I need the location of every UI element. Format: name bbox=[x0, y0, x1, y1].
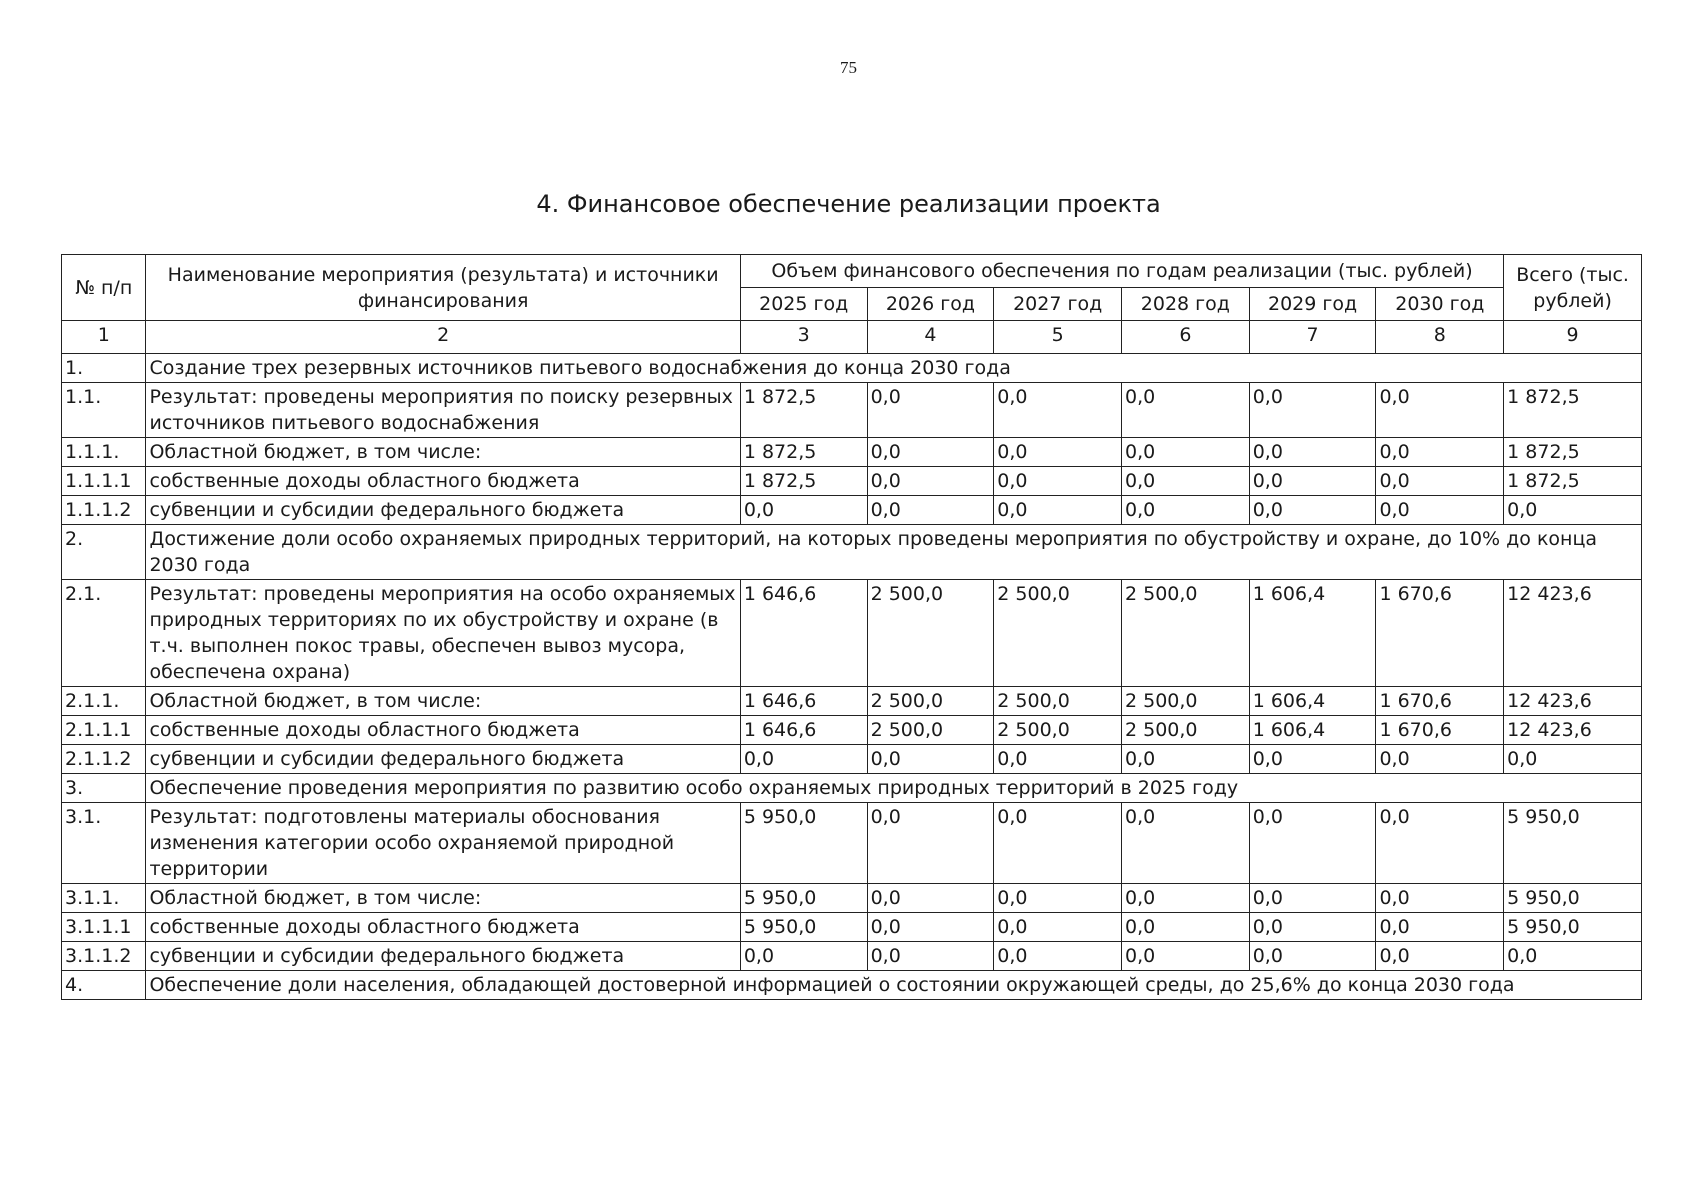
section-name: Обеспечение проведения мероприятия по развитию особо охраняемых природных территорий в 2025 году bbox=[146, 774, 1642, 803]
row-year-value: 0,0 bbox=[1122, 496, 1250, 525]
row-number: 1.1. bbox=[62, 383, 146, 438]
row-year-value: 0,0 bbox=[1249, 884, 1376, 913]
row-year-value: 1 670,6 bbox=[1376, 716, 1504, 745]
row-year-value: 1 872,5 bbox=[740, 438, 867, 467]
row-name: Результат: проведены мероприятия по поиску резервных источников питьевого водоснабжения bbox=[146, 383, 740, 438]
row-year-value: 0,0 bbox=[1122, 803, 1250, 884]
row-year-value: 5 950,0 bbox=[740, 913, 867, 942]
section-name: Достижение доли особо охраняемых природных территорий, на которых проведены мероприятия по обустройству и охране, до 10% до конца 2030 года bbox=[146, 525, 1642, 580]
row-number: 3.1.1. bbox=[62, 884, 146, 913]
column-number: 4 bbox=[867, 321, 994, 354]
row-total-value: 12 423,6 bbox=[1504, 716, 1642, 745]
row-total-value: 5 950,0 bbox=[1504, 803, 1642, 884]
row-number: 4. bbox=[62, 971, 146, 1000]
row-year-value: 0,0 bbox=[1376, 913, 1504, 942]
row-year-value: 0,0 bbox=[1249, 438, 1376, 467]
table-row bbox=[62, 438, 1642, 467]
row-year-value: 0,0 bbox=[1122, 438, 1250, 467]
table-body bbox=[62, 354, 1642, 1000]
row-year-value: 0,0 bbox=[1376, 803, 1504, 884]
row-total-value: 1 872,5 bbox=[1504, 438, 1642, 467]
row-year-value: 0,0 bbox=[994, 942, 1122, 971]
column-number: 5 bbox=[994, 321, 1122, 354]
row-number: 2.1.1.2 bbox=[62, 745, 146, 774]
row-total-value: 1 872,5 bbox=[1504, 467, 1642, 496]
row-name: субвенции и субсидии федерального бюджета bbox=[146, 942, 740, 971]
row-year-value: 0,0 bbox=[867, 467, 994, 496]
row-year-value: 2 500,0 bbox=[867, 687, 994, 716]
section-row bbox=[62, 354, 1642, 383]
table-row bbox=[62, 803, 1642, 884]
section-row bbox=[62, 971, 1642, 1000]
row-year-value: 0,0 bbox=[1376, 383, 1504, 438]
row-number: 1.1.1.1 bbox=[62, 467, 146, 496]
header-year-2: 2026 год bbox=[867, 288, 994, 321]
row-number: 3.1.1.1 bbox=[62, 913, 146, 942]
header-name: Наименование мероприятия (результата) и источники финансирования bbox=[146, 255, 740, 321]
row-year-value: 1 646,6 bbox=[740, 687, 867, 716]
row-total-value: 5 950,0 bbox=[1504, 884, 1642, 913]
column-number: 6 bbox=[1122, 321, 1250, 354]
row-year-value: 2 500,0 bbox=[1122, 687, 1250, 716]
row-year-value: 0,0 bbox=[867, 438, 994, 467]
row-year-value: 0,0 bbox=[1122, 942, 1250, 971]
table-row bbox=[62, 716, 1642, 745]
row-year-value: 1 872,5 bbox=[740, 467, 867, 496]
row-year-value: 0,0 bbox=[1376, 438, 1504, 467]
row-name: субвенции и субсидии федерального бюджета bbox=[146, 496, 740, 525]
header-year-4: 2028 год bbox=[1122, 288, 1250, 321]
row-year-value: 1 670,6 bbox=[1376, 687, 1504, 716]
row-year-value: 0,0 bbox=[740, 942, 867, 971]
section-title: 4. Финансовое обеспечение реализации проекта bbox=[536, 190, 1161, 218]
row-name: Областной бюджет, в том числе: bbox=[146, 687, 740, 716]
header-num: № п/п bbox=[62, 255, 146, 321]
row-year-value: 5 950,0 bbox=[740, 803, 867, 884]
row-year-value: 0,0 bbox=[994, 438, 1122, 467]
row-year-value: 0,0 bbox=[867, 803, 994, 884]
table-row bbox=[62, 745, 1642, 774]
row-total-value: 0,0 bbox=[1504, 942, 1642, 971]
row-year-value: 0,0 bbox=[994, 745, 1122, 774]
column-number: 1 bbox=[62, 321, 146, 354]
row-number: 1.1.1.2 bbox=[62, 496, 146, 525]
table-row bbox=[62, 884, 1642, 913]
row-year-value: 0,0 bbox=[867, 383, 994, 438]
row-year-value: 0,0 bbox=[1122, 913, 1250, 942]
row-name: собственные доходы областного бюджета bbox=[146, 913, 740, 942]
row-year-value: 0,0 bbox=[867, 745, 994, 774]
row-year-value: 0,0 bbox=[867, 496, 994, 525]
row-year-value: 2 500,0 bbox=[994, 580, 1122, 687]
table-row bbox=[62, 913, 1642, 942]
row-year-value: 0,0 bbox=[1376, 496, 1504, 525]
row-year-value: 0,0 bbox=[994, 884, 1122, 913]
table-row bbox=[62, 942, 1642, 971]
row-number: 3.1. bbox=[62, 803, 146, 884]
row-total-value: 5 950,0 bbox=[1504, 913, 1642, 942]
row-year-value: 0,0 bbox=[994, 803, 1122, 884]
row-year-value: 0,0 bbox=[740, 745, 867, 774]
section-row bbox=[62, 774, 1642, 803]
row-year-value: 0,0 bbox=[1249, 913, 1376, 942]
row-number: 3. bbox=[62, 774, 146, 803]
row-year-value: 2 500,0 bbox=[994, 687, 1122, 716]
column-number: 2 bbox=[146, 321, 740, 354]
header-year-6: 2030 год bbox=[1376, 288, 1504, 321]
table-row bbox=[62, 687, 1642, 716]
row-number: 1. bbox=[62, 354, 146, 383]
row-year-value: 0,0 bbox=[1122, 745, 1250, 774]
row-year-value: 2 500,0 bbox=[867, 716, 994, 745]
row-year-value: 0,0 bbox=[994, 383, 1122, 438]
row-year-value: 1 646,6 bbox=[740, 716, 867, 745]
row-year-value: 0,0 bbox=[1376, 745, 1504, 774]
row-number: 2.1. bbox=[62, 580, 146, 687]
table-row bbox=[62, 580, 1642, 687]
row-number: 3.1.1.2 bbox=[62, 942, 146, 971]
page-number: 75 bbox=[840, 58, 857, 77]
row-name: собственные доходы областного бюджета bbox=[146, 716, 740, 745]
row-year-value: 0,0 bbox=[1122, 383, 1250, 438]
row-year-value: 0,0 bbox=[1376, 884, 1504, 913]
row-year-value: 0,0 bbox=[994, 913, 1122, 942]
row-number: 2.1.1. bbox=[62, 687, 146, 716]
row-year-value: 0,0 bbox=[1249, 467, 1376, 496]
table-header bbox=[62, 255, 1642, 354]
section-name: Создание трех резервных источников питьевого водоснабжения до конца 2030 года bbox=[146, 354, 1642, 383]
row-total-value: 12 423,6 bbox=[1504, 687, 1642, 716]
row-name: Областной бюджет, в том числе: bbox=[146, 884, 740, 913]
row-year-value: 0,0 bbox=[1249, 803, 1376, 884]
row-year-value: 2 500,0 bbox=[1122, 580, 1250, 687]
row-year-value: 1 872,5 bbox=[740, 383, 867, 438]
row-year-value: 0,0 bbox=[1376, 467, 1504, 496]
row-number: 1.1.1. bbox=[62, 438, 146, 467]
row-total-value: 0,0 bbox=[1504, 496, 1642, 525]
row-year-value: 0,0 bbox=[1122, 467, 1250, 496]
row-name: субвенции и субсидии федерального бюджета bbox=[146, 745, 740, 774]
row-total-value: 0,0 bbox=[1504, 745, 1642, 774]
row-year-value: 0,0 bbox=[1249, 942, 1376, 971]
row-year-value: 2 500,0 bbox=[1122, 716, 1250, 745]
row-year-value: 1 646,6 bbox=[740, 580, 867, 687]
row-year-value: 0,0 bbox=[867, 942, 994, 971]
column-number: 9 bbox=[1504, 321, 1642, 354]
row-number: 2. bbox=[62, 525, 146, 580]
header-years-group: Объем финансового обеспечения по годам реализации (тыс. рублей) bbox=[740, 255, 1503, 288]
row-year-value: 2 500,0 bbox=[994, 716, 1122, 745]
column-number: 3 bbox=[740, 321, 867, 354]
row-year-value: 1 606,4 bbox=[1249, 716, 1376, 745]
row-year-value: 0,0 bbox=[1249, 383, 1376, 438]
row-year-value: 1 670,6 bbox=[1376, 580, 1504, 687]
row-year-value: 2 500,0 bbox=[867, 580, 994, 687]
row-year-value: 0,0 bbox=[994, 496, 1122, 525]
section-name: Обеспечение доли населения, обладающей достоверной информацией о состоянии окружающей среды, до 25,6% до конца 2030 года bbox=[146, 971, 1642, 1000]
row-name: Областной бюджет, в том числе: bbox=[146, 438, 740, 467]
table-row bbox=[62, 467, 1642, 496]
row-year-value: 5 950,0 bbox=[740, 884, 867, 913]
column-number: 7 bbox=[1249, 321, 1376, 354]
column-number: 8 bbox=[1376, 321, 1504, 354]
header-year-3: 2027 год bbox=[994, 288, 1122, 321]
row-name: Результат: подготовлены материалы обоснования изменения категории особо охраняемой природной территории bbox=[146, 803, 740, 884]
header-year-5: 2029 год bbox=[1249, 288, 1376, 321]
row-number: 2.1.1.1 bbox=[62, 716, 146, 745]
row-name: Результат: проведены мероприятия на особо охраняемых природных территориях по их обустройству и охране (в т.ч. выполнен покос травы, обеспечен вывоз мусора, обеспечена охрана) bbox=[146, 580, 740, 687]
row-name: собственные доходы областного бюджета bbox=[146, 467, 740, 496]
row-total-value: 1 872,5 bbox=[1504, 383, 1642, 438]
table-row bbox=[62, 383, 1642, 438]
row-year-value: 0,0 bbox=[1122, 884, 1250, 913]
column-number-row bbox=[62, 321, 1642, 354]
section-row bbox=[62, 525, 1642, 580]
row-total-value: 12 423,6 bbox=[1504, 580, 1642, 687]
row-year-value: 0,0 bbox=[867, 913, 994, 942]
row-year-value: 0,0 bbox=[1249, 745, 1376, 774]
row-year-value: 1 606,4 bbox=[1249, 687, 1376, 716]
row-year-value: 0,0 bbox=[740, 496, 867, 525]
row-year-value: 0,0 bbox=[1249, 496, 1376, 525]
table-row bbox=[62, 496, 1642, 525]
header-year-1: 2025 год bbox=[740, 288, 867, 321]
financing-table bbox=[61, 254, 1642, 1000]
row-year-value: 0,0 bbox=[1376, 942, 1504, 971]
row-year-value: 0,0 bbox=[994, 467, 1122, 496]
header-total: Всего (тыс. рублей) bbox=[1504, 255, 1642, 321]
row-year-value: 0,0 bbox=[867, 884, 994, 913]
row-year-value: 1 606,4 bbox=[1249, 580, 1376, 687]
